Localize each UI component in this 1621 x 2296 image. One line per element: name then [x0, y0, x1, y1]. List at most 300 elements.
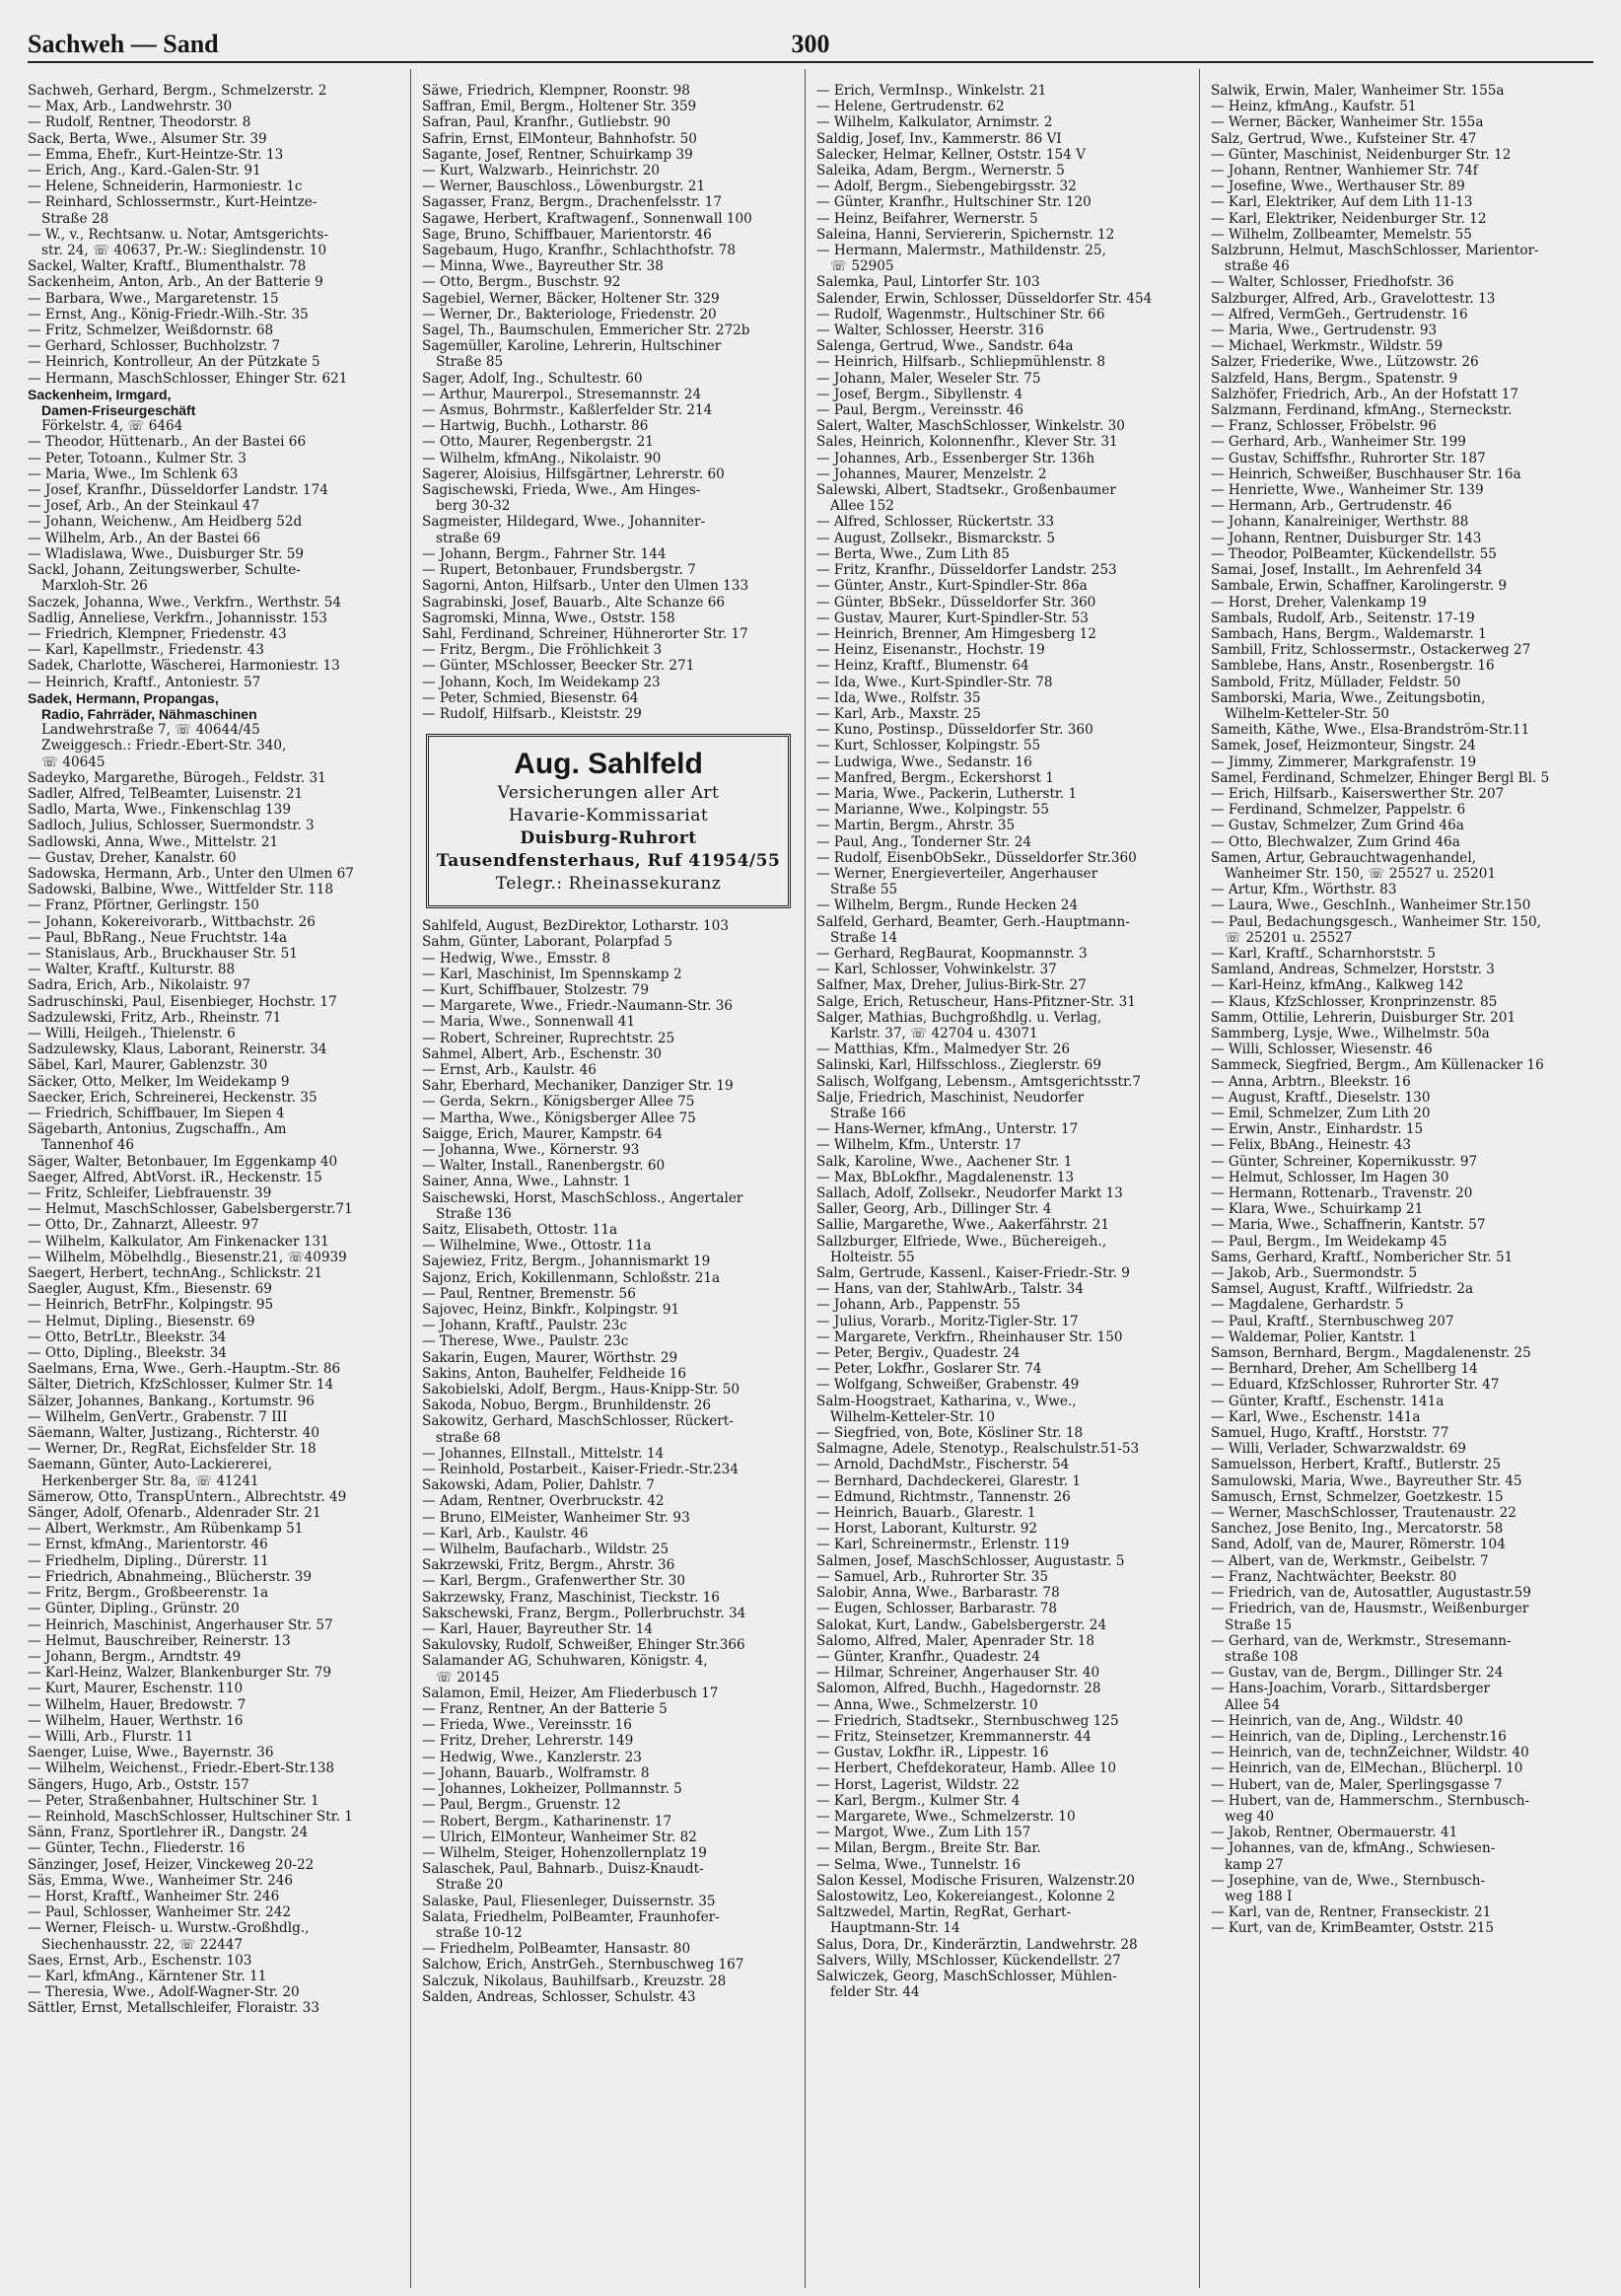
directory-entry-line: — Karl, kfmAng., Kärntener Str. 11 [28, 1968, 267, 1984]
directory-entry-line: Allee 54 [1225, 1696, 1281, 1713]
directory-entry-line: Sänzinger, Josef, Heizer, Vinckeweg 20-22 [28, 1856, 315, 1873]
directory-entry-line: Saegert, Herbert, technAng., Schlickstr. 21 [28, 1265, 323, 1282]
directory-entry-line: — Matthias, Kfm., Malmedyer Str. 26 [816, 1041, 1070, 1058]
directory-entry-line: Salobir, Anna, Wwe., Barbarastr. 78 [816, 1585, 1060, 1602]
directory-entry-line: Samuelsson, Herbert, Kraftf., Butlerstr. 25 [1211, 1457, 1501, 1473]
directory-entry-line: Sagawe, Herbert, Kraftwagenf., Sonnenwall 100 [422, 210, 752, 227]
directory-entry-line: — Paul, Schlosser, Wanheimer Str. 242 [28, 1904, 292, 1921]
directory-entry-line: — Eugen, Schlosser, Barbarastr. 78 [816, 1601, 1057, 1617]
directory-entry-line: — Heinrich, van de, Ang., Wildstr. 40 [1211, 1712, 1463, 1729]
ad-line-telegram: Telegr.: Rheinassekuranz [495, 874, 722, 895]
directory-entry-line: — Maria, Wwe., Gertrudenstr. 93 [1211, 323, 1438, 339]
directory-entry-line: — Karl, Kraftf., Scharnhorststr. 5 [1211, 945, 1437, 962]
directory-entry-line: — Paul, Ang., Tonderner Str. 24 [816, 833, 1032, 850]
directory-entry-line: — Arthur, Maurerpol., Stresemannstr. 24 [422, 386, 702, 402]
directory-entry-line: berg 30-32 [436, 498, 511, 515]
directory-entry-line: — Fritz, Dreher, Lehrerstr. 149 [422, 1733, 634, 1750]
directory-entry-line: — Johannes, Maurer, Menzelstr. 2 [816, 466, 1047, 482]
directory-entry-line: Sakschewski, Franz, Bergm., Pollerbruchstr. 34 [422, 1605, 746, 1621]
directory-entry-line: — Hubert, van de, Maler, Sperlingsgasse 7 [1211, 1776, 1503, 1793]
directory-entry-line: — Johannes, Arb., Essenberger Str. 136h [816, 450, 1095, 466]
directory-entry-line: — Minna, Wwe., Bayreuther Str. 38 [422, 258, 664, 275]
directory-entry-line: Samm, Ottilie, Lehrerin, Duisburger Str. 201 [1211, 1009, 1516, 1026]
directory-entry-line: — Hans, van der, StahlwArb., Talstr. 34 [816, 1281, 1084, 1298]
directory-entry-line: Sakarin, Eugen, Maurer, Wörthstr. 29 [422, 1349, 678, 1366]
ad-line-address-phone: Tausendfensterhaus, Ruf 41954/55 [436, 851, 781, 872]
directory-entry-line: — Josef, Bergm., Sibyllenstr. 4 [816, 386, 1023, 402]
directory-entry-line: Saelmans, Erna, Wwe., Gerh.-Hauptm.-Str. 86 [28, 1361, 341, 1378]
directory-entry-line: Sales, Heinrich, Kolonnenfhr., Klever Str. 31 [816, 434, 1118, 451]
directory-entry-line: Sagrabinski, Josef, Bauarb., Alte Schanze 66 [422, 594, 726, 610]
directory-entry-line: Wanheimer Str. 150, ☏ 25527 u. 25201 [1225, 865, 1497, 882]
directory-entry-line: — Gerda, Sekrn., Königsberger Allee 75 [422, 1094, 695, 1111]
directory-entry-line: — Karl, Kapellmstr., Friedenstr. 43 [28, 642, 264, 659]
directory-entry-line: — Günter, Dipling., Grünstr. 20 [28, 1601, 240, 1617]
directory-entry-line: — Margarete, Wwe., Schmelzerstr. 10 [816, 1808, 1076, 1825]
directory-entry-line: — Karl, Maschinist, Im Spennskamp 2 [422, 966, 682, 982]
directory-entry-line: Sagromski, Minna, Wwe., Oststr. 158 [422, 610, 675, 626]
directory-entry-line: — Reinhold, Postarbeit., Kaiser-Friedr.-Str.234 [422, 1462, 739, 1478]
directory-entry-line: Damen-Friseurgeschäft [41, 402, 196, 419]
directory-entry-line: — Johann, Arb., Pappenstr. 55 [816, 1297, 1021, 1314]
directory-entry-line: — Rudolf, EisenbObSekr., Düsseldorfer Str.360 [816, 849, 1137, 866]
directory-entry-line: — Artur, Kfm., Wörthstr. 83 [1211, 882, 1397, 898]
directory-entry-line: — Albert, Werkmstr., Am Rübenkamp 51 [28, 1521, 304, 1538]
directory-entry-line: Salecker, Helmar, Kellner, Oststr. 154 V [816, 146, 1086, 163]
directory-entry-line: — Heinz, Eisenanstr., Hochstr. 19 [816, 642, 1045, 659]
directory-entry-line: Sagemüller, Karoline, Lehrerin, Hultschiner [422, 338, 722, 355]
directory-entry-line: — Margarete, Verkfrn., Rheinhauser Str. 150 [816, 1328, 1123, 1345]
directory-entry-line: Safran, Paul, Kranfhr., Gutliebstr. 90 [422, 114, 671, 131]
directory-entry-line: — Robert, Schreiner, Ruprechtstr. 25 [422, 1030, 675, 1046]
directory-entry-line: — Theresia, Wwe., Adolf-Wagner-Str. 20 [28, 1984, 300, 2001]
directory-entry-line: weg 40 [1225, 1808, 1275, 1825]
directory-entry-line: — Friedrich, van de, Hausmstr., Weißenburger [1211, 1601, 1529, 1617]
directory-entry-line: — August, Kraftf., Dieselstr. 130 [1211, 1089, 1431, 1106]
directory-entry-line: Saczek, Johanna, Wwe., Verkfrn., Werthstr. 54 [28, 594, 342, 610]
directory-entry-line: Sadzulewski, Fritz, Arb., Rheinstr. 71 [28, 1009, 282, 1026]
directory-entry-line: — Karl, Schreinermstr., Erlenstr. 119 [816, 1537, 1070, 1553]
directory-entry-line: Sadzulewsky, Klaus, Laborant, Reinerstr. 34 [28, 1041, 327, 1058]
ad-line-office: Havarie-Kommissariat [508, 806, 709, 826]
directory-entry-line: Sakowski, Adam, Polier, Dahlstr. 7 [422, 1477, 655, 1494]
directory-entry-line: — Bruno, ElMeister, Wanheimer Str. 93 [422, 1509, 690, 1526]
directory-entry-line: — Johann, Koch, Im Weidekamp 23 [422, 674, 661, 690]
directory-entry-line: — Werner, Fleisch- u. Wurstw.-Großhdlg., [28, 1920, 310, 1937]
directory-entry-line: Sage, Bruno, Schiffbauer, Marientorstr. 46 [422, 226, 712, 243]
directory-entry-line: — Günter, Kranfhr., Quadestr. 24 [816, 1648, 1040, 1665]
ad-line-services: Versicherungen aller Art [497, 783, 720, 804]
directory-entry-line: Salge, Erich, Retuscheur, Hans-Pfitzner-Str. 31 [816, 993, 1136, 1010]
directory-entry-line: — Karl-Heinz, Walzer, Blankenburger Str. 79 [28, 1665, 331, 1682]
directory-entry-line: — Gustav, Schiffsfhr., Ruhrorter Str. 187 [1211, 450, 1486, 466]
directory-entry-line: Salamander AG, Schuhwaren, Königstr. 4, [422, 1653, 708, 1670]
directory-entry-line: Sambill, Fritz, Schlossermstr., Ostackerweg 27 [1211, 642, 1531, 659]
directory-entry-line: Sambals, Rudolf, Arb., Seitenstr. 17-19 [1211, 610, 1475, 626]
directory-entry-line: Sallzburger, Elfriede, Wwe., Büchereigeh., [816, 1233, 1107, 1250]
directory-entry-line: — Friedrich, Stadtsekr., Sternbuschweg 125 [816, 1712, 1119, 1729]
directory-entry-line: — Johann, Kokereivorarb., Wittbachstr. 26 [28, 913, 316, 930]
directory-entry-line: — Karl, Bergm., Kulmer Str. 4 [816, 1792, 1021, 1809]
directory-entry-line: — Günter, Schreiner, Kopernikusstr. 97 [1211, 1153, 1478, 1170]
directory-entry-line: Samai, Josef, Installt., Im Aehrenfeld 34 [1211, 562, 1483, 579]
directory-entry-line: — Johanna, Wwe., Körnerstr. 93 [422, 1141, 640, 1158]
directory-entry-line: Salemka, Paul, Lintorfer Str. 103 [816, 274, 1040, 291]
directory-entry-line: Sadeyko, Margarethe, Bürogeh., Feldstr. 31 [28, 769, 326, 786]
directory-entry-line: ☏ 52905 [830, 258, 894, 275]
directory-entry-line: Salewski, Albert, Stadtsekr., Großenbaumer [816, 482, 1116, 499]
directory-entry-line: Salczuk, Nikolaus, Bauhilfsarb., Kreuzstr. 28 [422, 1973, 727, 1989]
directory-entry-line: — Ludwiga, Wwe., Sedanstr. 16 [816, 753, 1032, 770]
directory-entry-line: Sambale, Erwin, Schaffner, Karolingerstr. 9 [1211, 578, 1508, 595]
directory-entry-line: Sajewiez, Fritz, Bergm., Johannismarkt 19 [422, 1254, 711, 1270]
directory-entry-line: — Günter, BbSekr., Düsseldorfer Str. 360 [816, 594, 1096, 610]
directory-entry-line: — Adolf, Bergm., Siebengebirgsstr. 32 [816, 179, 1077, 195]
directory-entry-line: — Reinhold, MaschSchlosser, Hultschiner Str. 1 [28, 1808, 353, 1825]
directory-column-4 [1211, 83, 1584, 2282]
directory-entry-line: straße 46 [1225, 258, 1290, 275]
directory-entry-line: — Siegfried, von, Bote, Kösliner Str. 18 [816, 1425, 1084, 1442]
directory-entry-line: — Walter, Kraftf., Kulturstr. 88 [28, 962, 236, 978]
directory-entry-line: — Emma, Ehefr., Kurt-Heintze-Str. 13 [28, 146, 284, 163]
directory-entry-line: — Reinhard, Schlossermstr., Kurt-Heintze- [28, 194, 317, 211]
directory-entry-line: — Hermann, Rottenarb., Travenstr. 20 [1211, 1185, 1473, 1202]
directory-entry-line: — Friedrich, Schiffbauer, Im Siepen 4 [28, 1106, 285, 1121]
directory-entry-line: — Paul, Rentner, Bremenstr. 56 [422, 1285, 636, 1302]
directory-entry-line: — Wladislawa, Wwe., Duisburger Str. 59 [28, 545, 305, 562]
directory-entry-line: — Rudolf, Rentner, Theodorstr. 8 [28, 114, 251, 131]
directory-entry-line: Straße 28 [41, 210, 109, 227]
directory-entry-line: Sagischewski, Frieda, Wwe., Am Hinges- [422, 482, 701, 499]
directory-entry-line: — Horst, Kraftf., Wanheimer Str. 246 [28, 1888, 280, 1904]
directory-entry-line: — Wilhelm, Möbelhdlg., Biesenstr.21, ☏40939 [28, 1249, 347, 1265]
directory-entry-line: — Werner, Dr., RegRat, Eichsfelder Str. 18 [28, 1441, 317, 1458]
directory-entry-line: Sainer, Anna, Wwe., Lahnstr. 1 [422, 1174, 632, 1190]
directory-entry-line: — Wilhelm, Zollbeamter, Memelstr. 55 [1211, 226, 1472, 243]
directory-entry-line: — Günter, Techn., Fliederstr. 16 [28, 1840, 246, 1857]
directory-entry-line: weg 188 I [1225, 1888, 1293, 1904]
directory-entry-line: Salaske, Paul, Fliesenleger, Duissernstr. 35 [422, 1893, 716, 1909]
directory-entry-line: — Johann, Bergm., Arndtstr. 49 [28, 1648, 242, 1665]
directory-entry-line: — Werner, Dr., Bakteriologe, Friedenstr. 20 [422, 306, 717, 323]
directory-entry-line: — Johann, Rentner, Wanhiemer Str. 74f [1211, 163, 1478, 179]
directory-entry-line: — Otto, Blechwalzer, Zum Grind 46a [1211, 833, 1460, 850]
directory-entry-line: Sadra, Erich, Arb., Nikolaistr. 97 [28, 977, 250, 994]
directory-entry-line: — Hermann, Malermstr., Mathildenstr. 25, [816, 243, 1106, 259]
directory-entry-line: Tannenhof 46 [41, 1137, 135, 1154]
directory-entry-line: Saemann, Günter, Auto-Lackiererei, [28, 1457, 273, 1473]
directory-entry-line: Samusch, Ernst, Schmelzer, Goetzkestr. 15 [1211, 1488, 1504, 1505]
directory-entry-line: Saenger, Luise, Wwe., Bayernstr. 36 [28, 1745, 274, 1761]
directory-entry-line: Straße 20 [436, 1877, 504, 1894]
directory-entry-line: Sakrzewski, Fritz, Bergm., Ahrstr. 36 [422, 1557, 675, 1574]
directory-entry-line: straße 69 [436, 530, 501, 546]
directory-entry-line: — Wilhelm, Kalkulator, Arnimstr. 2 [816, 114, 1053, 131]
directory-entry-line: Sakins, Anton, Bauhelfer, Feldheide 16 [422, 1365, 687, 1382]
directory-entry-line: Sängers, Hugo, Arb., Oststr. 157 [28, 1776, 249, 1793]
directory-entry-line: — Jakob, Rentner, Obermauerstr. 41 [1211, 1825, 1458, 1841]
page-number: 300 [791, 30, 830, 58]
directory-entry-line: Salamon, Emil, Heizer, Am Fliederbusch 17 [422, 1685, 719, 1701]
directory-entry-line: Sahm, Günter, Laborant, Polarpfad 5 [422, 934, 672, 951]
directory-entry-line: Wilhelm-Ketteler-Str. 10 [830, 1408, 996, 1425]
directory-entry-line: Sadowska, Hermann, Arb., Unter den Ulmen 67 [28, 865, 354, 882]
directory-entry-line: — Josefine, Wwe., Werthauser Str. 89 [1211, 179, 1465, 195]
directory-entry-line: Landwehrstraße 7, ☏ 40644/45 [41, 722, 260, 739]
directory-entry-line: — Julius, Vorarb., Moritz-Tigler-Str. 17 [816, 1313, 1079, 1329]
directory-entry-line: — Bernhard, Dreher, Am Schellberg 14 [1211, 1361, 1478, 1378]
directory-entry-line: — Hedwig, Wwe., Emsstr. 8 [422, 950, 610, 967]
directory-entry-line: — Josef, Arb., An der Steinkaul 47 [28, 498, 260, 515]
directory-entry-line: Sahlfeld, August, BezDirektor, Lotharstr. 103 [422, 918, 729, 935]
directory-entry-line: Saeger, Alfred, AbtVorst. iR., Heckenstr. 15 [28, 1169, 322, 1185]
directory-entry-line: — Johann, Maler, Weseler Str. 75 [816, 370, 1041, 387]
directory-entry-line: Saller, Georg, Arb., Dillinger Str. 4 [816, 1201, 1052, 1218]
column-divider [410, 69, 411, 2288]
directory-entry-line: — Johann, Kanalreiniger, Werthstr. 88 [1211, 514, 1469, 531]
directory-entry-line: Säemann, Walter, Justizang., Richterstr. 40 [28, 1425, 320, 1442]
directory-entry-line: str. 24, ☏ 40637, Pr.-W.: Sieglindenstr. 10 [41, 243, 327, 259]
directory-entry-line: — Adam, Rentner, Overbruckstr. 42 [422, 1493, 665, 1510]
directory-entry-line: — Maria, Wwe., Im Schlenk 63 [28, 466, 239, 482]
directory-entry-line: — Heinz, Kraftf., Blumenstr. 64 [816, 658, 1029, 675]
directory-entry-line: ☏ 20145 [436, 1669, 500, 1686]
directory-entry-line: Saegler, August, Kfm., Biesenstr. 69 [28, 1281, 272, 1298]
directory-entry-line: Säwe, Friedrich, Klempner, Roonstr. 98 [422, 83, 690, 99]
directory-entry-line: — Willi, Arb., Flurstr. 11 [28, 1728, 194, 1745]
directory-entry-line: — Franz, Schlosser, Fröbelstr. 96 [1211, 418, 1437, 435]
directory-entry-line: — Wilhelm, Kfm., Unterstr. 17 [816, 1137, 1022, 1154]
directory-entry-line: — Felix, BbAng., Heinestr. 43 [1211, 1137, 1412, 1154]
directory-entry-line: Sallach, Adolf, Zollsekr., Neudorfer Markt 13 [816, 1185, 1123, 1202]
directory-entry-line: Salk, Karoline, Wwe., Aachener Str. 1 [816, 1153, 1073, 1170]
directory-column-2 [422, 83, 795, 2282]
directory-entry-line: — Heinrich, BetrFhr., Kolpingstr. 95 [28, 1297, 274, 1314]
directory-entry-line: Salomo, Alfred, Maler, Apenrader Str. 18 [816, 1632, 1095, 1649]
directory-entry-line: — Gerhard, RegBaurat, Koopmannstr. 3 [816, 945, 1088, 962]
directory-entry-line: Samek, Josef, Heizmonteur, Singstr. 24 [1211, 738, 1476, 754]
directory-entry-line: — Kuno, Postinsp., Düsseldorfer Str. 360 [816, 722, 1093, 739]
directory-entry-line: — Günter, Anstr., Kurt-Spindler-Str. 86a [816, 578, 1088, 595]
directory-entry-line: — Werner, Energieverteiler, Angerhauser [816, 865, 1098, 882]
directory-entry-line: — Johannes, Lokheizer, Pollmannstr. 5 [422, 1781, 682, 1798]
directory-entry-line: ☏ 25201 u. 25527 [1225, 929, 1353, 946]
directory-entry-line: — Ernst, Ang., König-Friedr.-Wilh.-Str. 35 [28, 306, 309, 323]
directory-entry-line: — Hermann, Arb., Gertrudenstr. 46 [1211, 498, 1452, 515]
directory-entry-line: Sahr, Eberhard, Mechaniker, Danziger Str. 19 [422, 1078, 734, 1095]
directory-entry-line: — Emil, Schmelzer, Zum Lith 20 [1211, 1106, 1431, 1121]
directory-entry-line: Salisch, Wolfgang, Lebensm., Amtsgerichtsstr.7 [816, 1073, 1141, 1090]
directory-entry-line: — Heinrich, Bauarb., Glarestr. 1 [816, 1505, 1036, 1522]
directory-entry-line: — Ernst, kfmAng., Marientorstr. 46 [28, 1537, 268, 1553]
directory-entry-line: Straße 166 [830, 1106, 906, 1121]
directory-entry-line: Sadowski, Balbine, Wwe., Wittfelder Str. 118 [28, 882, 334, 898]
directory-entry-line: — Heinrich, Maschinist, Angerhauser Str. 57 [28, 1616, 333, 1633]
directory-entry-line: Säbel, Karl, Maurer, Gablenzstr. 30 [28, 1057, 268, 1074]
directory-entry-line: — Hartwig, Buchh., Lotharstr. 86 [422, 418, 649, 435]
directory-entry-line: straße 68 [436, 1429, 501, 1446]
directory-entry-line: — W., v., Rechtsanw. u. Notar, Amtsgerichts- [28, 226, 328, 243]
directory-entry-line: — Margot, Wwe., Zum Lith 157 [816, 1825, 1031, 1841]
directory-entry-line: — Helmut, Dipling., Biesenstr. 69 [28, 1313, 255, 1329]
directory-entry-line: — Johann, Weichenw., Am Heidberg 52d [28, 514, 303, 531]
directory-entry-line: Salmen, Josef, MaschSchlosser, Augustastr. 5 [816, 1552, 1125, 1569]
directory-entry-line: Sand, Adolf, van de, Maurer, Römerstr. 104 [1211, 1537, 1506, 1553]
directory-entry-line: Sachweh, Gerhard, Bergm., Schmelzerstr. 2 [28, 83, 327, 99]
directory-entry-line: — Friedrich, Abnahmeing., Blücherstr. 39 [28, 1568, 313, 1585]
directory-entry-line: — Klaus, KfzSchlosser, Kronprinzenstr. 85 [1211, 993, 1498, 1010]
directory-entry-line: Samuel, Hugo, Kraftf., Horststr. 77 [1211, 1425, 1449, 1442]
directory-entry-line: — Arnold, DachdMstr., Fischerstr. 54 [816, 1457, 1070, 1473]
directory-entry-line: — Wilhelm, Baufacharb., Wildstr. 25 [422, 1542, 670, 1558]
directory-entry-line: — Eduard, KfzSchlosser, Ruhrorter Str. 47 [1211, 1377, 1500, 1394]
directory-entry-line: — Rupert, Betonbauer, Frundsbergstr. 7 [422, 562, 696, 579]
directory-entry-line: — Milan, Bergm., Breite Str. Bar. [816, 1840, 1041, 1857]
directory-entry-line: — Günter, Kranfhr., Hultschiner Str. 120 [816, 194, 1092, 211]
directory-entry-line: — Erwin, Anstr., Einhardstr. 15 [1211, 1121, 1424, 1138]
directory-entry-line: Sadlo, Marta, Wwe., Finkenschlag 139 [28, 802, 291, 819]
directory-entry-line: — Helmut, Schlosser, Im Hagen 30 [1211, 1169, 1449, 1185]
directory-entry-line: Salzer, Friederike, Wwe., Lützowstr. 26 [1211, 354, 1479, 371]
directory-entry-line: Säcker, Otto, Melker, Im Weidekamp 9 [28, 1073, 290, 1090]
directory-entry-line: — Wilhelm, kfmAng., Nikolaistr. 90 [422, 450, 662, 466]
directory-entry-line: — Günter, Maschinist, Neidenburger Str. 12 [1211, 146, 1512, 163]
directory-entry-line: Sälter, Dietrich, KfzSchlosser, Kulmer Str. 14 [28, 1377, 334, 1394]
directory-entry-line: Sameith, Käthe, Wwe., Elsa-Brandström-Str.11 [1211, 722, 1530, 739]
directory-entry-line: Sager, Adolf, Ing., Schultestr. 60 [422, 370, 643, 387]
directory-entry-line: — Wilhelm, Arb., An der Bastei 66 [28, 530, 261, 546]
directory-entry-line: — Fritz, Bergm., Die Fröhlichkeit 3 [422, 642, 663, 659]
directory-entry-line: Samborski, Maria, Wwe., Zeitungsbotin, [1211, 689, 1486, 706]
directory-entry-line: Sams, Gerhard, Kraftf., Nombericher Str. 51 [1211, 1249, 1514, 1265]
directory-entry-line: Sagel, Th., Baumschulen, Emmericher Str. 272b [422, 323, 750, 339]
directory-entry-line: — Otto, Bergm., Buschstr. 92 [422, 274, 621, 291]
directory-column-1 [28, 83, 400, 2282]
directory-entry-line: — Franz, Nachtwächter, Beekstr. 80 [1211, 1568, 1457, 1585]
directory-entry-line: straße 10-12 [436, 1924, 523, 1941]
directory-entry-line: — Stanislaus, Arb., Bruckhauser Str. 51 [28, 945, 298, 962]
directory-entry-line: — Heinz, Beifahrer, Wernerstr. 5 [816, 210, 1038, 227]
directory-entry-line: Sammberg, Lysje, Wwe., Wilhelmstr. 50a [1211, 1025, 1490, 1041]
directory-entry-line: Straße 85 [436, 354, 504, 371]
directory-entry-line: — Martha, Wwe., Königsberger Allee 75 [422, 1110, 696, 1126]
directory-entry-line: — Johann, Bauarb., Wolframstr. 8 [422, 1764, 650, 1781]
directory-entry-line: Salvers, Willy, MSchlosser, Kückendellstr. 27 [816, 1952, 1121, 1969]
directory-entry-line: Holteistr. 55 [830, 1249, 915, 1265]
directory-entry-line: — Wilhelm, Kalkulator, Am Finkenacker 131 [28, 1233, 329, 1250]
directory-entry-line: Straße 15 [1225, 1616, 1293, 1633]
directory-entry-line: Sagebaum, Hugo, Kranfhr., Schlachthofstr. 78 [422, 243, 736, 259]
directory-entry-line: Salmagne, Adele, Stenotyp., Realschulstr.51-53 [816, 1441, 1140, 1458]
directory-entry-line: — Gustav, Dreher, Kanalstr. 60 [28, 849, 237, 866]
directory-entry-line: Sadek, Hermann, Propangas, [28, 689, 219, 706]
directory-entry-line: Sambold, Fritz, Müllader, Feldstr. 50 [1211, 674, 1461, 690]
directory-entry-line: — Peter, Lokfhr., Goslarer Str. 74 [816, 1361, 1042, 1378]
directory-entry-line: Sänn, Franz, Sportlehrer iR., Dangstr. 24 [28, 1825, 309, 1841]
directory-entry-line: — Anna, Wwe., Schmelzerstr. 10 [816, 1696, 1038, 1713]
directory-entry-line: — Selma, Wwe., Tunnelstr. 16 [816, 1856, 1021, 1873]
directory-entry-line: Salzbrunn, Helmut, MaschSchlosser, Marientor- [1211, 243, 1539, 259]
directory-entry-line: Sack, Berta, Wwe., Alsumer Str. 39 [28, 130, 267, 147]
directory-entry-line: — Erich, Hilfsarb., Kaiserswerther Str. 207 [1211, 785, 1505, 802]
directory-entry-line: Samland, Andreas, Schmelzer, Horststr. 3 [1211, 962, 1495, 978]
directory-entry-line: — Hilmar, Schreiner, Angerhauser Str. 40 [816, 1665, 1100, 1682]
directory-entry-line: Salokat, Kurt, Landw., Gabelsbergerstr. 24 [816, 1616, 1107, 1633]
directory-entry-line: Saffran, Emil, Bergm., Holtener Str. 359 [422, 99, 697, 115]
directory-entry-line: Sagmeister, Hildegard, Wwe., Johanniter- [422, 514, 706, 531]
directory-entry-line: — Fritz, Schleifer, Liebfrauenstr. 39 [28, 1185, 272, 1202]
directory-entry-line: Säger, Walter, Betonbauer, Im Eggenkamp 40 [28, 1153, 338, 1170]
directory-entry-line: Saleina, Hanni, Serviererin, Spichernstr. 12 [816, 226, 1115, 243]
directory-entry-line: Salz, Gertrud, Wwe., Kufsteiner Str. 47 [1211, 130, 1477, 147]
directory-entry-line: — Heinrich, Brenner, Am Himgesberg 12 [816, 625, 1096, 642]
directory-entry-line: — Herbert, Chefdekorateur, Hamb. Allee 10 [816, 1760, 1116, 1777]
directory-entry-line: Radio, Fahrräder, Nähmaschinen [41, 705, 257, 722]
directory-entry-line: — Ida, Wwe., Kurt-Spindler-Str. 78 [816, 674, 1053, 690]
directory-entry-line: Saigge, Erich, Maurer, Kampstr. 64 [422, 1125, 663, 1142]
directory-entry-line: Sadruschinski, Paul, Eisenbieger, Hochstr. 17 [28, 993, 337, 1010]
directory-entry-line: — Fritz, Steinsetzer, Kremmannerstr. 44 [816, 1728, 1092, 1745]
directory-entry-line: — Barbara, Wwe., Margaretenstr. 15 [28, 290, 279, 307]
ad-line-city: Duisburg-Ruhrort [520, 828, 697, 849]
directory-entry-line: Sadlig, Anneliese, Verkfrn., Johannisstr. 153 [28, 610, 327, 626]
directory-entry-line: Sakrzewsky, Franz, Maschinist, Tieckstr. 16 [422, 1589, 720, 1606]
directory-entry-line: — Magdalene, Gerhardstr. 5 [1211, 1297, 1404, 1314]
directory-entry-line: — Kurt, Schlosser, Kolpingstr. 55 [816, 738, 1041, 754]
directory-entry-line: — Maria, Wwe., Packerin, Lutherstr. 1 [816, 785, 1078, 802]
directory-entry-line: Salert, Walter, MaschSchlosser, Winkelstr. 30 [816, 418, 1125, 435]
directory-entry-line: Sänger, Adolf, Ofenarb., Aldenrader Str. 21 [28, 1505, 321, 1522]
directory-entry-line: — Max, BbLokfhr., Magdalenenstr. 13 [816, 1169, 1075, 1185]
directory-entry-line: Salfeld, Gerhard, Beamter, Gerh.-Hauptmann- [816, 913, 1130, 930]
directory-entry-line: felder Str. 44 [830, 1984, 920, 2001]
directory-entry-line: Wilhelm-Ketteler-Str. 50 [1225, 705, 1390, 722]
directory-entry-line: Sagerer, Aloisius, Hilfsgärtner, Lehrerstr. 60 [422, 466, 725, 482]
directory-entry-line: Siechenhausstr. 22, ☏ 22447 [41, 1936, 244, 1953]
directory-entry-line: — Samuel, Arb., Ruhrorter Str. 35 [816, 1568, 1048, 1585]
directory-entry-line: — Willi, Verlader, Schwarzwaldstr. 69 [1211, 1441, 1466, 1458]
directory-entry-line: — Franz, Rentner, An der Batterie 5 [422, 1701, 668, 1718]
directory-entry-line: — Martin, Bergm., Ahrstr. 35 [816, 818, 1016, 834]
directory-entry-line: — Otto, Maurer, Regenbergstr. 21 [422, 434, 654, 451]
directory-entry-line: Salzfeld, Hans, Bergm., Spatenstr. 9 [1211, 370, 1458, 387]
directory-entry-line: — Kurt, van de, KrimBeamter, Oststr. 215 [1211, 1920, 1495, 1937]
directory-entry-line: Sagante, Josef, Rentner, Schuirkamp 39 [422, 146, 693, 163]
column-divider [805, 69, 806, 2288]
directory-entry-line: Salzmann, Ferdinand, kfmAng., Sterneckstr. [1211, 402, 1513, 419]
directory-entry-line: Sättler, Ernst, Metallschleifer, Floraistr. 33 [28, 2000, 319, 2017]
directory-entry-line: Sahmel, Albert, Arb., Eschenstr. 30 [422, 1045, 663, 1062]
directory-entry-line: — Gerhard, Schlosser, Buchholzstr. 7 [28, 338, 281, 355]
directory-entry-line: — Walter, Schlosser, Heerstr. 316 [816, 323, 1044, 339]
directory-entry-line: Sallie, Margarethe, Wwe., Aakerfährstr. 21 [816, 1217, 1110, 1234]
ad-title: Aug. Sahlfeld [514, 748, 703, 781]
directory-entry-line: — Maria, Wwe., Sonnenwall 41 [422, 1014, 636, 1031]
directory-entry-line: Sagasser, Franz, Bergm., Drachenfelsstr. 17 [422, 194, 722, 211]
page-running-title: Sachweh — Sand [28, 30, 219, 58]
directory-entry-line: — Wilhelm, Hauer, Werthstr. 16 [28, 1712, 244, 1729]
directory-entry-line: — Otto, BetrLtr., Bleekstr. 34 [28, 1328, 227, 1345]
directory-entry-line: — Erich, VermInsp., Winkelstr. 21 [816, 83, 1047, 99]
directory-entry-line: — Wilhelm, Hauer, Bredowstr. 7 [28, 1696, 247, 1713]
directory-entry-line: — Johann, Bergm., Fahrner Str. 144 [422, 545, 667, 562]
directory-entry-line: Saischewski, Horst, MaschSchloss., Angertaler [422, 1189, 743, 1206]
directory-entry-line: Saltzwedel, Martin, RegRat, Gerhart- [816, 1904, 1072, 1921]
directory-entry-line: — Margarete, Wwe., Friedr.-Naumann-Str. 36 [422, 998, 734, 1015]
directory-entry-line: — Paul, Bergm., Gruenstr. 12 [422, 1797, 621, 1814]
directory-entry-line: — Asmus, Bohrmstr., Kaßlerfelder Str. 214 [422, 402, 713, 419]
directory-entry-line: — Willi, Schlosser, Wiesenstr. 46 [1211, 1041, 1433, 1058]
